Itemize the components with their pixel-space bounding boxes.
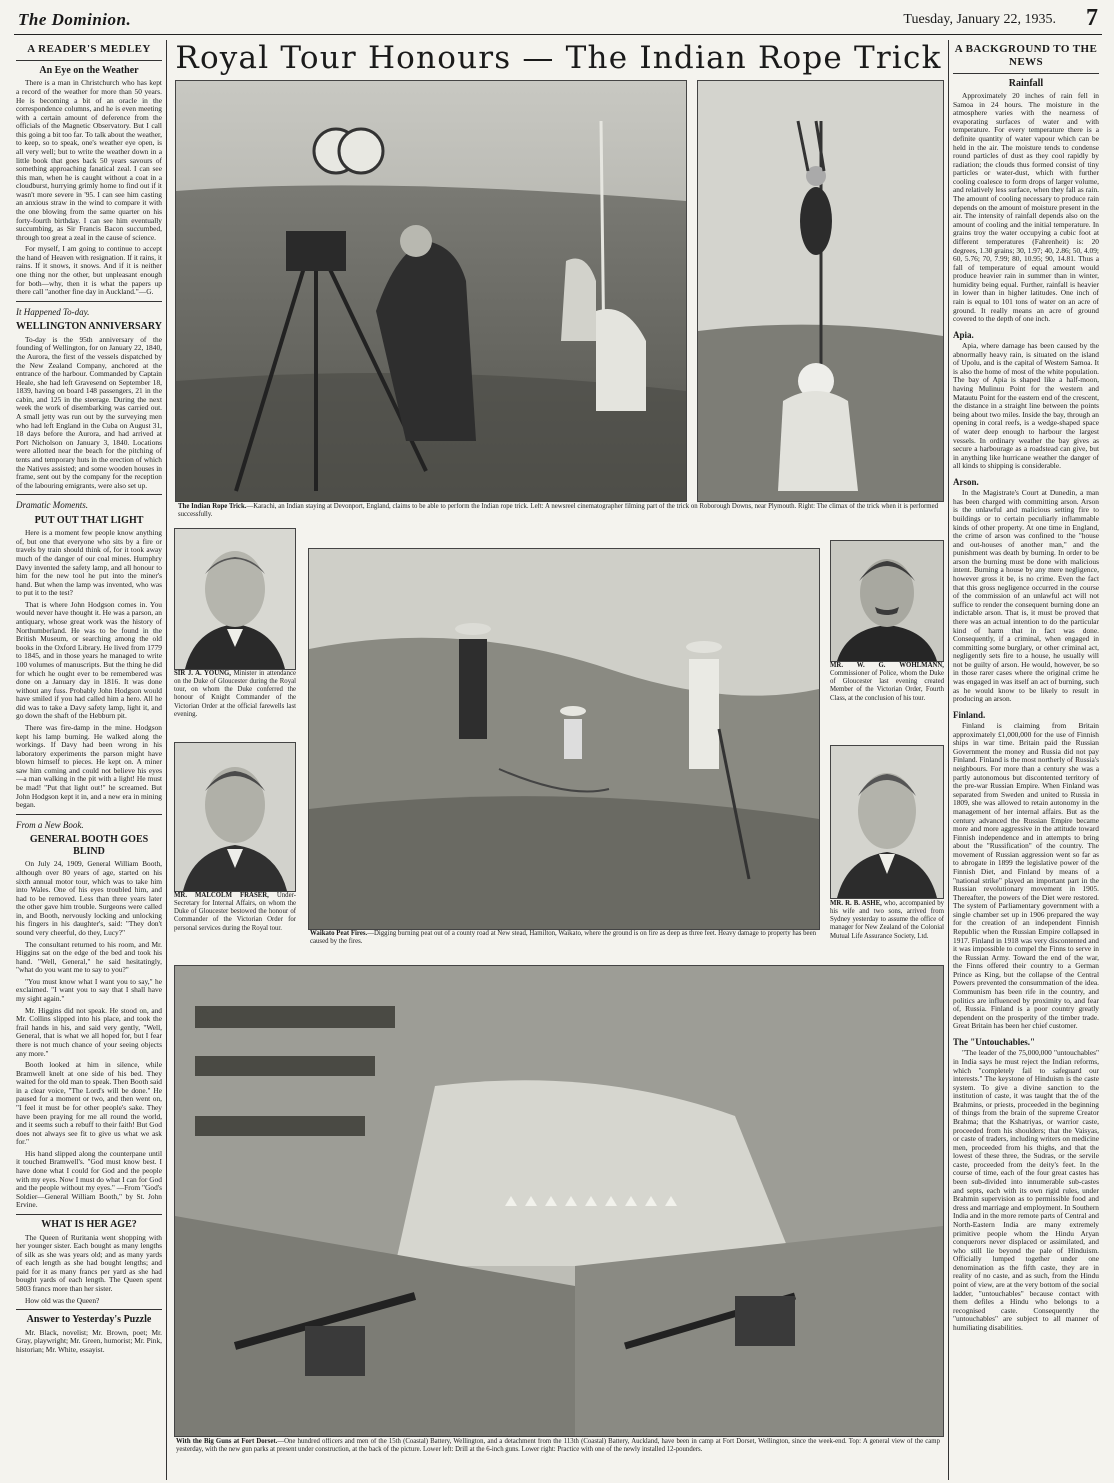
article-title: GENERAL BOOTH GOES BLIND	[29, 834, 149, 857]
rule	[16, 814, 162, 815]
article-title: Answer to Yesterday's Puzzle	[26, 1314, 152, 1326]
portrait-r-b-ashe	[830, 745, 944, 899]
caption-young	[174, 670, 296, 720]
caption-rope-trick	[178, 503, 938, 525]
paragraph: Here is a moment few people know anything of, but one that everyone who sits by a fire or travels by train should think of, for it took away much of the danger of our coal mines. Humphry Davy invented the safety lamp, and all honour to him for the new tool he put into the miner's hand. But when the lamp was invented, who was to put it to the test?	[16, 528, 162, 598]
main-headline: Royal Tour Honours — The Indian Rope Trick	[175, 40, 942, 76]
fort-dorset-camp-photo	[174, 965, 944, 1437]
sub-section-label: Dramatic Moments.	[16, 500, 88, 511]
masthead	[14, 4, 1102, 35]
newsreel-cameraman-photo	[175, 80, 687, 502]
portrait-image	[175, 743, 295, 891]
paragraph: His hand slipped along the counterpane until it touched Bramwell's. "God must know best. I have done what I could for God and the people with my eyes. Now I must do what I can for God and the people without my eyes." —From "God's Soldier—General William Booth," by St. John Ervine.	[16, 1148, 162, 1210]
portrait-image	[831, 746, 943, 898]
caption-text: —Karachi, an Indian staying at Devonport, England, claims to be able to perform the Indian rope trick. Left: A newsreel cinematographer filming part of the trick on Roborough Downs, near Plymouth. Right: The climax of the trick when it is performed successfully.	[178, 503, 938, 519]
paragraph: That is where John Hodgson comes in. You would never have thought it. He was a parson, an antiquary, whose great work was the history of Northumberland. He was to be found in the British Museum, or searching among the old books in the Oxford Library. He lived from 1779 to 1845, and in those years he managed to write 100 volumes of manuscripts. But the thing he did for which he ought ever to be remembered was done on a January day in 1816. It was done without any fuss. Probably John Hodgson would have smiled if you had called him a hero. All he did was to take a Davy safety lamp, light it, and go down the shaft of the Hebburn pit.	[16, 599, 162, 721]
caption-text: Commissioner of Police, whom the Duke of Gloucester last evening created Member of the Victorian Order, Fourth Class, at the conclusion of his tour.	[830, 670, 944, 702]
section-title: A READER'S MEDLEY	[27, 43, 151, 55]
paragraph: There was fire-damp in the mine. Hodgson kept his lamp burning. He walked along the workings. If Davy had been wrong in his laboratory experiments the parson might have blown himself to pieces. He kept on. A miner saw him coming and could not believe his eyes—a man walking in the pit with a light! He must be mad! "Put that light out!" he screamed. But John Hodgson kept it in, and a new era in mining began.	[16, 722, 162, 810]
portrait-w-g-wohlmann	[830, 540, 944, 662]
page-number: 7	[1086, 5, 1098, 31]
caption-text: who, accompanied by his wife and two sons, arrived from Sydney yesterday to assume the office of manager for New Zealand of the Colonial Mutual Life Assurance Society, Ltd.	[830, 900, 944, 940]
caption-text: Minister in attendance on the Duke of Gloucester during the Royal tour, on whom the Duke conferred the honour of Knight Commander of the Victorian Order at the official farewells last evening.	[174, 670, 296, 718]
article-subhead: Apia.	[953, 329, 974, 340]
paragraph: Approximately 20 inches of rain fell in Samoa in 24 hours. The moisture in the atmosphere varies with the nearness of evaporating surfaces of water and with temperature. For every temperature there is a definite quantity of water vapour which can be held in the air. The moisture tends to condense round particles of dust as they cool rapidly by radiation; the clouds thus formed consist of tiny particles or water-dust, which with further cooling coalesce to form drops of larger volume, and relatively less surface, when they fall as rain. The amount of cooling necessary to produce rain depends on the amount of moisture present in the air. The intensity of rainfall depends also on the amount of cooling and the initial temperature. In grains troy the water occupying a cubic foot at different temperatures (Fahrenheit) is: 20 degrees, 1.30 grains; 30, 1.97; 40, 2.86; 50, 4.09; 60, 5.76; 70, 7.99; 80, 10.95; 90, 14.81. Thus a fall of temperature of equal amount would produce heavier rain in summer than in winter, humidity being equal. Further, rainfall is heavier in lower than in higher latitudes. One inch of rain is equal to 101 tons of water on an acre of ground. It really means an acre of ground covered to the depth of one inch.	[953, 91, 1099, 324]
caption-wohlmann	[830, 662, 944, 712]
caption-ashe	[830, 900, 944, 954]
rule	[16, 1214, 162, 1215]
caption-title: Waikato Peat Fires.	[310, 930, 368, 937]
caption-title: MR. W. G. WOHLMANN,	[830, 662, 944, 669]
article-title: An Eye on the Weather	[39, 64, 139, 76]
paragraph: To-day is the 95th anniversary of the founding of Wellington, for on January 22, 1840, the Aurora, the first of the vessels dispatched by the New Zealand Company, anchored at the entrance of the harbour. Commanded by Captain Heale, she had left Gravesend on September 18, 1839, having on board 148 passengers, 21 in the cabin, and 125 in the steerage. During the next week the work of disembarking was carried out. A small jetty was run out by the surveying men who had left England in the Cuba on August 31, 18 days before the Aurora, and had arrived at Port Nicholson on January 3, 1840. Locations were allotted near the beach for the pitching of tents and temporary huts in the erection of which the Natives assisted; and some wooden houses in frame, sent out by the company for the reception of the labouring emigrants, were also set up.	[16, 334, 162, 490]
sub-section-label: From a New Book.	[16, 819, 84, 830]
article-subhead: Finland.	[953, 709, 986, 720]
paragraph: The Queen of Ruritania went shopping with her younger sister. Each bought as many lengths of silk as she was years old; and as many yards of each length as she had bought lengths; and paid for it as many francs per yard as she had bought yards of each length. The Queen spent 5803 francs more than her sister.	[16, 1232, 162, 1293]
issue-date: Tuesday, January 22, 1935.	[903, 12, 1056, 27]
rule	[16, 1309, 162, 1310]
caption-peat-fires	[310, 930, 816, 952]
article-subhead: Arson.	[953, 476, 979, 487]
caption-title: MR. R. B. ASHE,	[830, 900, 882, 907]
rule	[16, 301, 162, 302]
photo-image	[176, 81, 686, 501]
paragraph: In the Magistrate's Court at Dunedin, a man has been charged with committing arson. Arson is the unlawful and malicious setting fire to buildings or to certain peculiarly inflammable kinds of other property. At one time in England, the crime of arson was confined to the "house and out-houses of another man," and the punishment was death by burning. In order to be arson the burning must be done with malicious intent. Burning a house by any mere negligence, however gross it be, is no crime. Even the fact that this gross negligence occurred in the course of the commission of an unlawful act will not suffice to render the consequent burning done an indictable arson. That is, it must be proved that there was an actual intention to do the particular kind of harm that in fact was done. Consequently, if a criminal, when engaged in committing some burglary, or other criminal act, negligently sets fire to a house, he usually will not be guilty of arson. He would, however, be so in those rarer cases where the original crime he was engaged in was itself an act of burning, such as he would know to be likely to result in producing an arson.	[953, 488, 1099, 704]
newspaper-name: The Dominion.	[18, 10, 132, 29]
photo-image	[175, 966, 943, 1436]
caption-title: MR. MALCOLM FRASER,	[174, 892, 269, 899]
caption-title: With the Big Guns at Fort Dorset.	[176, 1438, 278, 1445]
column-divider-left	[166, 40, 167, 1480]
portrait-malcolm-fraser	[174, 742, 296, 892]
paragraph: "You must know what I want you to say," he exclaimed. "I want you to say that I shall have my sight again."	[16, 976, 162, 1004]
article-title: WELLINGTON ANNIVERSARY	[16, 321, 162, 333]
article-subhead: The "Untouchables."	[953, 1036, 1036, 1047]
paragraph: How old was the Queen?	[25, 1295, 100, 1305]
article-title: Rainfall	[1008, 77, 1044, 89]
paragraph: Mr. Black, novelist; Mr. Brown, poet; Mr. Gray, playwright; Mr. Green, humorist; Mr. Pink, historian; Mr. White, essayist.	[16, 1327, 162, 1354]
caption-text: —Digging burning peat out of a county road at New stead, Hamilton, Waikato, where the ground is on fire as deep as three feet. Heavy damage to property has been caused by the fires.	[310, 930, 816, 946]
article-title: WHAT IS HER AGE?	[41, 1218, 137, 1230]
left-column	[16, 40, 162, 1480]
caption-fort-dorset	[176, 1438, 940, 1474]
paragraph: On July 24, 1909, General William Booth, although over 80 years of age, started on his sixth annual motor tour, which was to take him into Wales. One of his eyes troubled him, and had to be removed. Less than three years later the other gave him trouble. Surgeons were called in, and Booth, nervously locking and unlocking his fingers in his daughter's, said: "They don't sound very cheerful, do they, Lucy?"	[16, 859, 162, 938]
paragraph: Finland is claiming from Britain approximately £1,000,000 for the use of Finnish ships in war time. Britain paid the Russian Government the money and Russia did not pay Finland. Finland is the most northerly of Russia's neighbours. For more than a century she was a partly autonomous but discontented territory of the pre-war Russian Empire. When Finland was separated from Sweden and united to Russia in 1809, she was allowed to retain autonomy in the management of her internal affairs. But as the century advanced the Russian Empire became more and more aggressive in the attitude toward Finnish independence and in attempts to bring about the "Russification" of the country. The movement of Russian aggression went so far as to abrogate in 1899 the legislative power of the Finnish Diet, and Finland by means of a "national strike" played an important part in the Russian revolutionary movement in 1905. Thereafter, the powers of the Diet were restored. The system of Parliamentary government with a single chamber set up in 1906 prepared the way for the creation of an independent Finnish Republic when the Russian Empire collapsed in 1917. Finland in 1918 was very discontented and it was impossible to compel the Finns to serve in the Russian Army. Toward the end of the war, the Finns offered their country to a German Prince as King, but the collapse of the Central Powers prevented the consummation of the idea. Communism has been rife in the country, and politics are influenced by proximity to, and fear of, Russia. Finland is a poor country greatly dependent on the prosperity of the timber trade. Great Britain has been her chief customer.	[953, 721, 1099, 1031]
sub-section-label: It Happened To-day.	[16, 306, 90, 317]
caption-title: The Indian Rope Trick.	[178, 503, 247, 510]
portrait-image	[175, 529, 295, 669]
paragraph: "The leader of the 75,000,000 "untouchables" in India says he must reject the Indian reforms, which "completely fail to safeguard our interests." The keystone of Hinduism is the caste system. To give a divine sanction to the institution of caste, it was taught that the of the Brahmins, or priests, proceeded in the beginning of things from the brain of the supreme Creator Brahma; that the Kshatriyas, or warrior caste, proceeded from his shoulders; that the Vaisyas, or caste of traders, including writers on medicine men, proceeded from his thighs, and that the lowest of these three, the Sudras, or the servile caste, proceeded from the deity's feet. In the course of time, each of the four great castes has been sub-divided into innumerable sub-castes and septs, each with its own rigid rules, under Brahmin supervision as to permissible food and dress and marriage and employment. In Southern India and in the more remote parts of Central and North-Eastern India are many extremely primitive people whom the Hindu Aryan conquerors never displaced or assimilated, and who still lie beyond the pale of Hinduism. Officially lumped together under one denomination as the fifth caste, they are in reality of no caste, and as such, from the Hindu point of view, are at the very bottom of the social ladder, "untouchables" because contact with them defiles a Hindu who belongs to a recognised caste. Consequently the "untouchables" are subject to all manner of humiliating disabilities.	[953, 1048, 1099, 1332]
column-divider-right	[948, 40, 949, 1480]
paragraph: There is a man in Christchurch who has kept a record of the weather for more than 50 years. He is becoming a bit of an oracle in the correspondence columns, and he is even meeting with a certain amount of deference from the officials of the Magnetic Observatory. But I call this going a bit too far. To talk about the weather, to keep, so to speak, one's weather eye open, is all very well; but to write the weather down in a little book that goes back 50 years savours of something approaching fanatical zeal. I can see this man, when he is caught without a coat in a cloudburst, hurrying grimly home to find out if it wasn't more severe in '95. I can see him casting an anxious straw in the wind to compare it with the one blowing from the same quarter on his forty-fourth birthday. I can see him eventually succumbing, as Sir Francis Bacon succumbed, through too great a zeal in the cause of science.	[16, 78, 162, 242]
portrait-image	[831, 541, 943, 661]
paragraph: Apia, where damage has been caused by the abnormally heavy rain, is situated on the island of Upolu, and is the capital of Western Samoa. It is also the home of most of the white population. The bay of Apia is shaped like a half-moon, having Mulinuu Point for the western and Matautu Point for the eastern end of the crescent, the distance in a straight line between the points being about two miles. Inside the bay, through an opening in coral reefs, is a wedge-shaped space of water deep enough to harbour the largest vessels. In ordinary weather the bay gives as secure a harbourage as a roadstead can give, but in anything like hurricane weather the danger of all kinds to shipping is considerable.	[953, 341, 1099, 471]
paragraph: Booth looked at him in silence, while Bramwell knelt at one side of his bed. They waited for the old man to speak. Then Booth said in a clear voice, "The Lord's will be done." He paused for a moment or two, and then went on, "I feel it must be for other people's sake. They have been praying for me all round the world, and it seems such a rebuff to their faith! But God does not always see fit to give us what we ask for."	[16, 1060, 162, 1147]
caption-text: —One hundred officers and men of the 15th (Coastal) Battery, Wellington, and a detachment from the 113th (Coastal) Battery, Auckland, have been in camp at Fort Dorset, Wellington, since the week-end. Top: A general view of the camp yesterday, with the new gun parks at present under construction, at the back of the picture. Lower left: Drill at the 6-inch guns. Lower right: Practice with one of the newly installed 12-pounders.	[176, 1438, 940, 1454]
caption-text: Under-Secretary for Internal Affairs, on whom the Duke of Gloucester bestowed the honour of Commander of the Victorian Order for personal services during the Royal tour.	[174, 892, 296, 932]
photo-image	[698, 81, 943, 501]
article-title: PUT OUT THAT LIGHT	[34, 514, 144, 526]
portrait-j-a-young	[174, 528, 296, 670]
rule	[16, 494, 162, 495]
paragraph: Mr. Higgins did not speak. He stood on, and Mr. Collins slipped into his place, and took the frail hands in his, and said very gently, "Well, General, that is what we all hoped for, but I fear there is not much chance of your seeing objects any more."	[16, 1005, 162, 1058]
paragraph: For myself, I am going to continue to accept the hand of Heaven with resignation. If it rains, it rains. If it snows, it snows. And if it is neither one thing nor the other, but unpleasant enough for both—why, then it is what the papers up there call "another fine day in Auckland."—G.	[16, 244, 162, 297]
caption-fraser	[174, 892, 296, 942]
paragraph: The consultant returned to his room, and Mr. Higgins sat on the edge of the bed and took his hand. "Well, General," he said hesitatingly, "what do you want me to say to you?"	[16, 939, 162, 975]
right-column	[953, 40, 1099, 1480]
rope-trick-climax-photo	[697, 80, 944, 502]
caption-title: SIR J. A. YOUNG,	[174, 670, 232, 677]
rule	[953, 73, 1099, 74]
waikato-peat-fires-photo	[308, 548, 820, 930]
section-title: A BACKGROUND TO THE NEWS	[954, 43, 1098, 68]
rule	[16, 60, 162, 61]
photo-image	[309, 549, 819, 929]
